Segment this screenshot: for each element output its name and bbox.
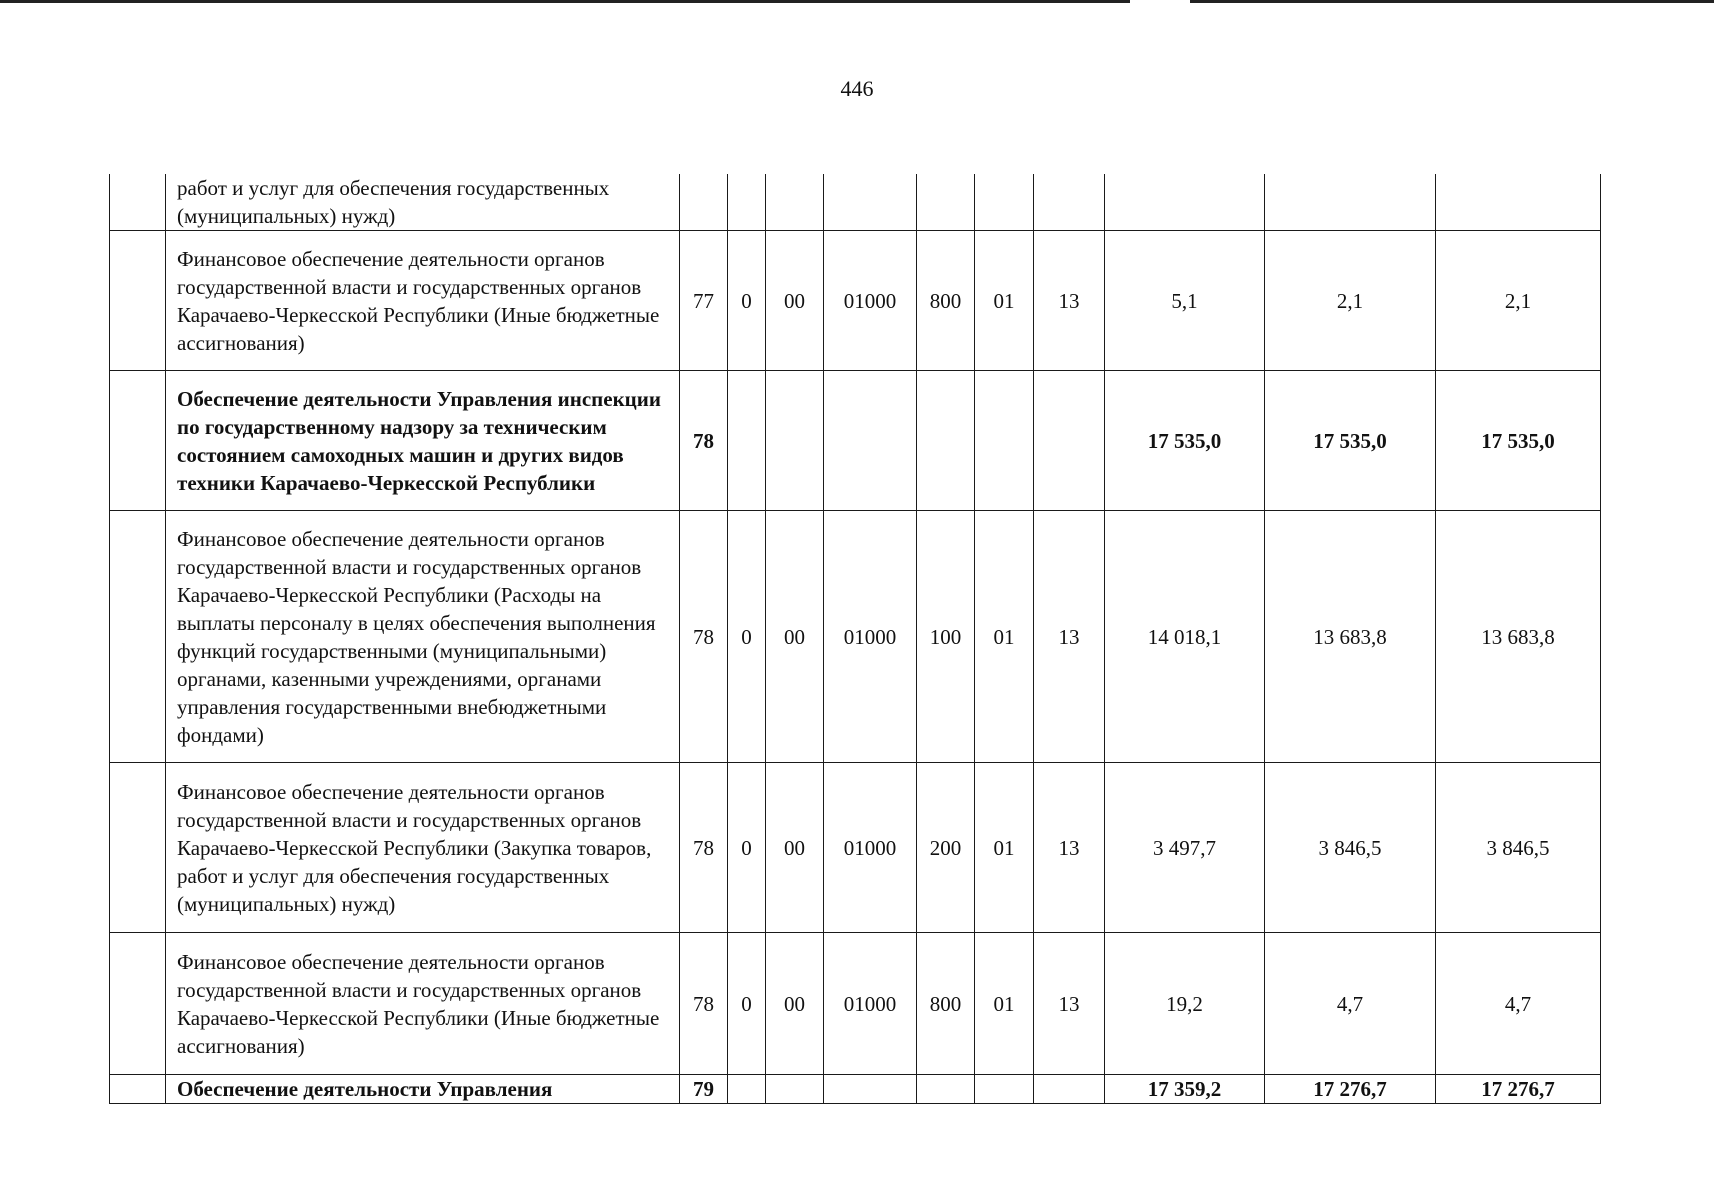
table-row-section	[110, 371, 1601, 511]
value-cell: 17 535,0	[1265, 371, 1436, 511]
description-cell: Финансовое обеспечение деятельности органов государственной власти и государственных органов Карачаево-Черкесской Республики (Расходы на выплаты персоналу в целях обеспечения выполнения функций государственными (муниципальными) органами, казенными учреждениями, органами управления государственными внебюджетными фондами)	[166, 511, 680, 763]
page-number: 446	[840, 76, 874, 101]
code-cell: 77	[680, 231, 728, 371]
budget-table	[109, 174, 1601, 1104]
code-cell	[1034, 371, 1105, 511]
code-cell: 13	[1034, 231, 1105, 371]
code-cell: 78	[680, 763, 728, 933]
code-cell: 800	[917, 933, 975, 1075]
description-cell: Финансовое обеспечение деятельности органов государственной власти и государственных органов Карачаево-Черкесской Республики (Иные бюджетные ассигнования)	[166, 933, 680, 1075]
top-scan-line-left	[0, 0, 1130, 3]
value-cell: 13 683,8	[1436, 511, 1601, 763]
value-cell: 19,2	[1105, 933, 1265, 1075]
code-cell	[917, 1075, 975, 1104]
table-row	[110, 933, 1601, 1075]
value-cell: 17 535,0	[1105, 371, 1265, 511]
value-cell	[1436, 174, 1601, 231]
description-cell: Обеспечение деятельности Управления	[166, 1075, 680, 1104]
code-cell: 0	[728, 933, 766, 1075]
code-cell	[1034, 1075, 1105, 1104]
value-cell: 5,1	[1105, 231, 1265, 371]
value-cell: 14 018,1	[1105, 511, 1265, 763]
value-cell	[1105, 174, 1265, 231]
code-cell	[680, 174, 728, 231]
code-cell: 00	[766, 511, 824, 763]
code-cell: 00	[766, 231, 824, 371]
code-cell: 800	[917, 231, 975, 371]
code-cell	[824, 174, 917, 231]
description-cell: Финансовое обеспечение деятельности органов государственной власти и государственных органов Карачаево-Черкесской Республики (Закупка товаров, работ и услуг для обеспечения государственных (муниципальных) нужд)	[166, 763, 680, 933]
code-cell	[917, 371, 975, 511]
budget-table-container	[109, 174, 1601, 1104]
code-cell: 01000	[824, 933, 917, 1075]
value-cell: 4,7	[1436, 933, 1601, 1075]
code-cell: 0	[728, 231, 766, 371]
code-cell	[728, 174, 766, 231]
value-cell: 3 497,7	[1105, 763, 1265, 933]
code-cell: 13	[1034, 511, 1105, 763]
code-cell	[975, 174, 1034, 231]
table-row-section	[110, 1075, 1601, 1104]
code-cell: 01000	[824, 231, 917, 371]
row-number-cell	[110, 371, 166, 511]
value-cell: 17 359,2	[1105, 1075, 1265, 1104]
value-cell: 3 846,5	[1436, 763, 1601, 933]
value-cell: 2,1	[1265, 231, 1436, 371]
code-cell: 01000	[824, 763, 917, 933]
table-row	[110, 763, 1601, 933]
code-cell	[1034, 174, 1105, 231]
value-cell: 2,1	[1436, 231, 1601, 371]
code-cell: 01	[975, 933, 1034, 1075]
top-scan-line-right	[1190, 0, 1714, 3]
code-cell: 78	[680, 371, 728, 511]
value-cell: 17 276,7	[1265, 1075, 1436, 1104]
code-cell: 100	[917, 511, 975, 763]
code-cell	[824, 371, 917, 511]
code-cell: 79	[680, 1075, 728, 1104]
value-cell: 17 276,7	[1436, 1075, 1601, 1104]
table-row	[110, 231, 1601, 371]
code-cell	[824, 1075, 917, 1104]
description-cell: работ и услуг для обеспечения государственных (муниципальных) нужд)	[166, 174, 680, 231]
code-cell	[975, 371, 1034, 511]
code-cell: 200	[917, 763, 975, 933]
code-cell: 01	[975, 511, 1034, 763]
code-cell	[766, 1075, 824, 1104]
code-cell: 78	[680, 933, 728, 1075]
code-cell: 13	[1034, 933, 1105, 1075]
code-cell: 01	[975, 763, 1034, 933]
code-cell	[766, 371, 824, 511]
code-cell	[728, 371, 766, 511]
row-number-cell	[110, 174, 166, 231]
description-cell: Обеспечение деятельности Управления инспекции по государственному надзору за техническим состоянием самоходных машин и других видов техники Карачаево-Черкесской Республики	[166, 371, 680, 511]
row-number-cell	[110, 933, 166, 1075]
code-cell: 0	[728, 763, 766, 933]
code-cell	[917, 174, 975, 231]
description-cell: Финансовое обеспечение деятельности органов государственной власти и государственных органов Карачаево-Черкесской Республики (Иные бюджетные ассигнования)	[166, 231, 680, 371]
value-cell	[1265, 174, 1436, 231]
code-cell	[728, 1075, 766, 1104]
value-cell: 3 846,5	[1265, 763, 1436, 933]
code-cell	[766, 174, 824, 231]
code-cell: 78	[680, 511, 728, 763]
code-cell	[975, 1075, 1034, 1104]
code-cell: 13	[1034, 763, 1105, 933]
row-number-cell	[110, 511, 166, 763]
code-cell: 0	[728, 511, 766, 763]
code-cell: 00	[766, 933, 824, 1075]
value-cell: 17 535,0	[1436, 371, 1601, 511]
row-number-cell	[110, 1075, 166, 1104]
table-row	[110, 511, 1601, 763]
row-number-cell	[110, 231, 166, 371]
value-cell: 4,7	[1265, 933, 1436, 1075]
row-number-cell	[110, 763, 166, 933]
code-cell: 00	[766, 763, 824, 933]
code-cell: 01000	[824, 511, 917, 763]
table-row	[110, 174, 1601, 231]
code-cell: 01	[975, 231, 1034, 371]
value-cell: 13 683,8	[1265, 511, 1436, 763]
